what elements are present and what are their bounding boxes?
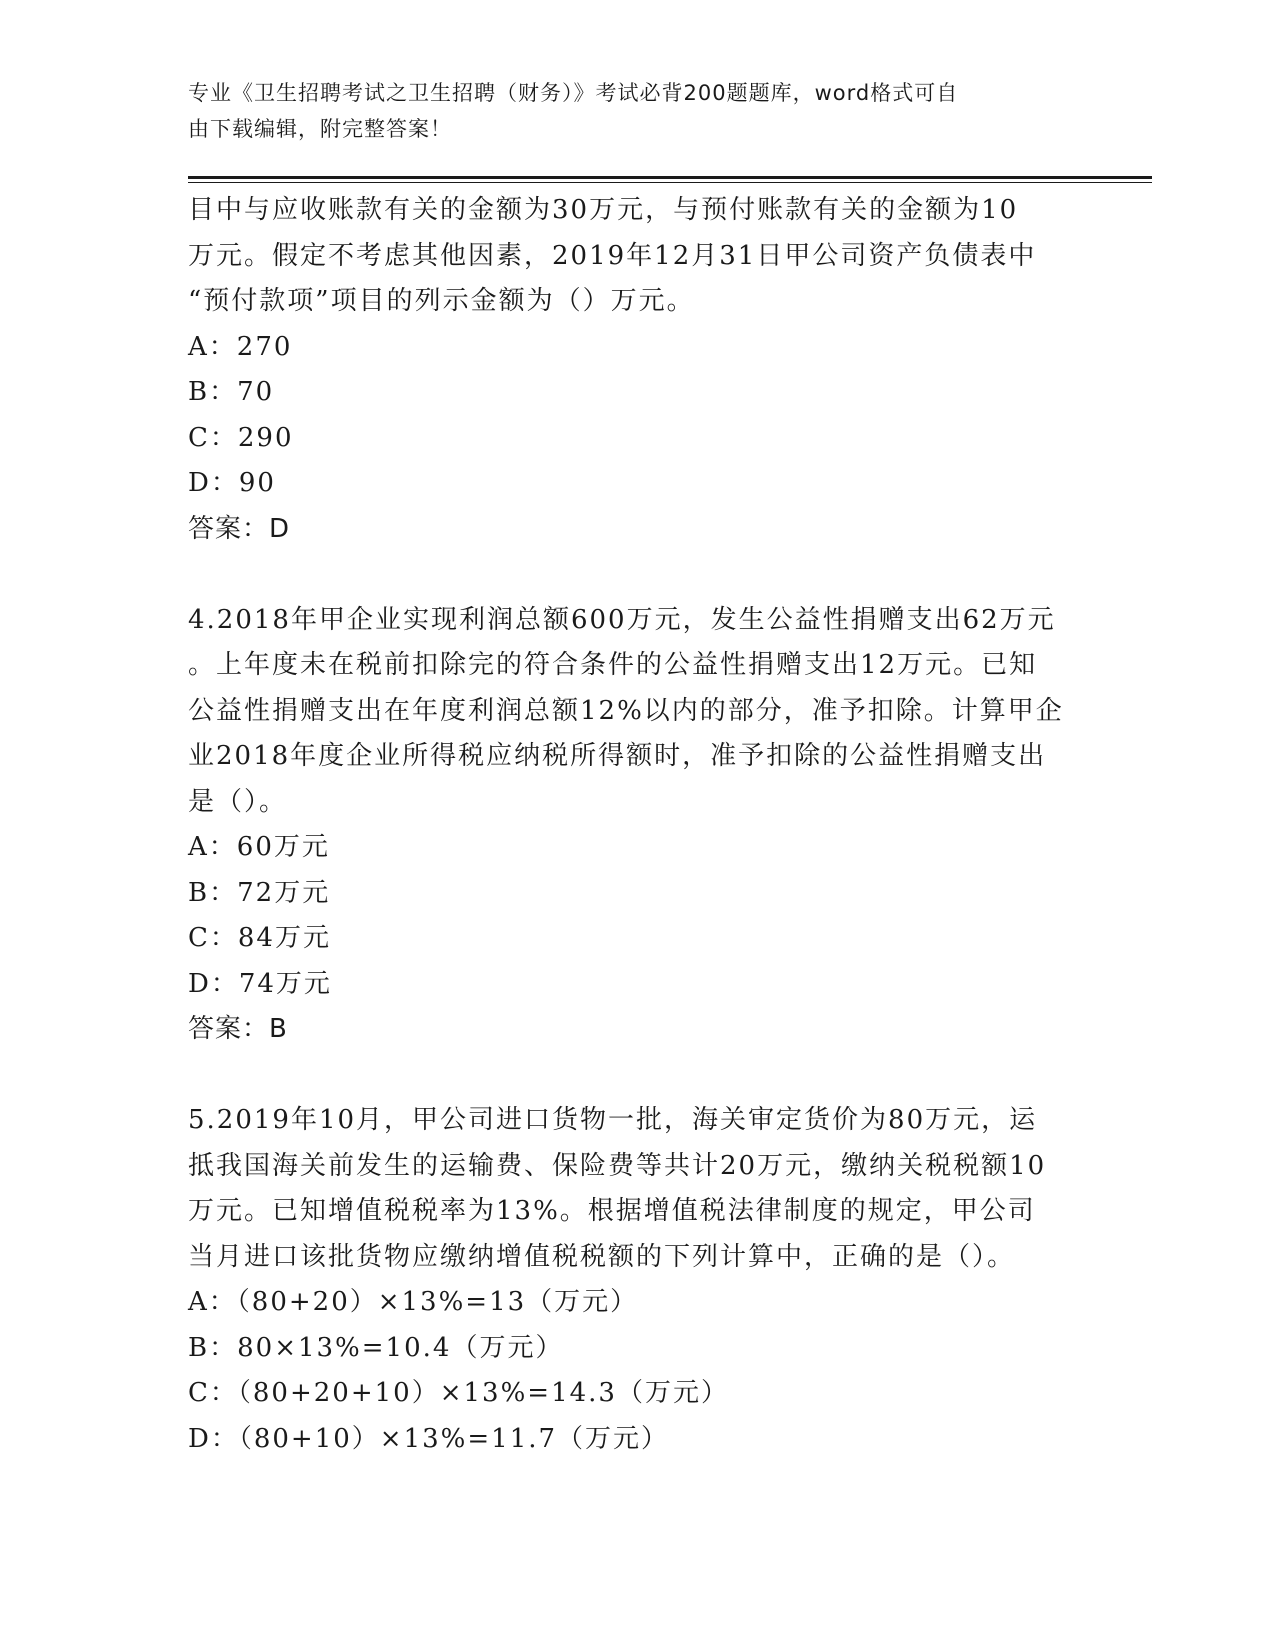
question-4-answer: 答案：B [188,1014,288,1044]
question-4-text-line: 。上年度未在税前扣除完的符合条件的公益性捐赠支出12万元。已知 [188,650,1038,680]
question-4-text-line: 4.2018年甲企业实现利润总额600万元，发生公益性捐赠支出62万元 [188,604,1056,635]
spacer [188,1053,1088,1099]
question-3-text-line: “预付款项”项目的列示金额为（）万元。 [188,286,695,316]
question-content [188,188,1088,1462]
question-4-option-b: B：72万元 [188,877,331,908]
question-3-option-d: D：90 [188,468,276,498]
question-3-text-line: 万元。假定不考虑其他因素，2019年12月31日甲公司资产负债表中 [188,240,1037,271]
question-3-answer: 答案：D [188,513,291,544]
question-3-option-c: C：290 [188,422,294,453]
question-5 [188,1098,1088,1462]
question-5-text-line: 万元。已知增值税税率为13%。根据增值税法律制度的规定，甲公司 [188,1196,1036,1226]
question-5-text-line: 当月进口该批货物应缴纳增值税税额的下列计算中，正确的是（）。 [188,1241,1016,1272]
header-divider-thick [188,176,1152,179]
question-5-option-d: D：（80+10）×13%=11.7（万元） [188,1423,670,1454]
question-5-text-line: 抵我国海关前发生的运输费、保险费等共计20万元，缴纳关税税额10 [188,1150,1047,1181]
spacer [188,552,1088,598]
question-3-text-line: 目中与应收账款有关的金额为30万元，与预付账款有关的金额为10 [188,195,1019,225]
question-5-option-c: C：（80+20+10）×13%=14.3（万元） [188,1378,729,1408]
question-4-text-line: 业2018年度企业所得税应纳税所得额时，准予扣除的公益性捐赠支出 [188,741,1047,771]
header-divider-thin [188,182,1152,183]
question-4-option-c: C：84万元 [188,923,331,953]
question-3-option-a: A：270 [188,331,293,362]
question-5-text-line: 5.2019年10月，甲公司进口货物一批，海关审定货价为80万元，运 [188,1105,1038,1135]
question-4-option-d: D：74万元 [188,968,332,999]
question-4-text-line: 公益性捐赠支出在年度利润总额12%以内的部分，准予扣除。计算甲企 [188,695,1064,726]
question-5-option-b: B：80×13%=10.4（万元） [188,1332,564,1363]
document-header [188,75,1088,147]
question-3-option-b: B：70 [188,377,275,407]
question-5-option-a: A：（80+20）×13%=13（万元） [188,1287,639,1317]
header-line-2: 由下载编辑，附完整答案！ [188,117,452,141]
question-3 [188,188,1088,552]
question-4-text-line: 是（）。 [188,786,288,817]
header-line-1: 专业《卫生招聘考试之卫生招聘（财务）》考试必背200题题库，word格式可自 [188,81,959,105]
question-4 [188,598,1088,1053]
question-4-option-a: A：60万元 [188,832,330,862]
